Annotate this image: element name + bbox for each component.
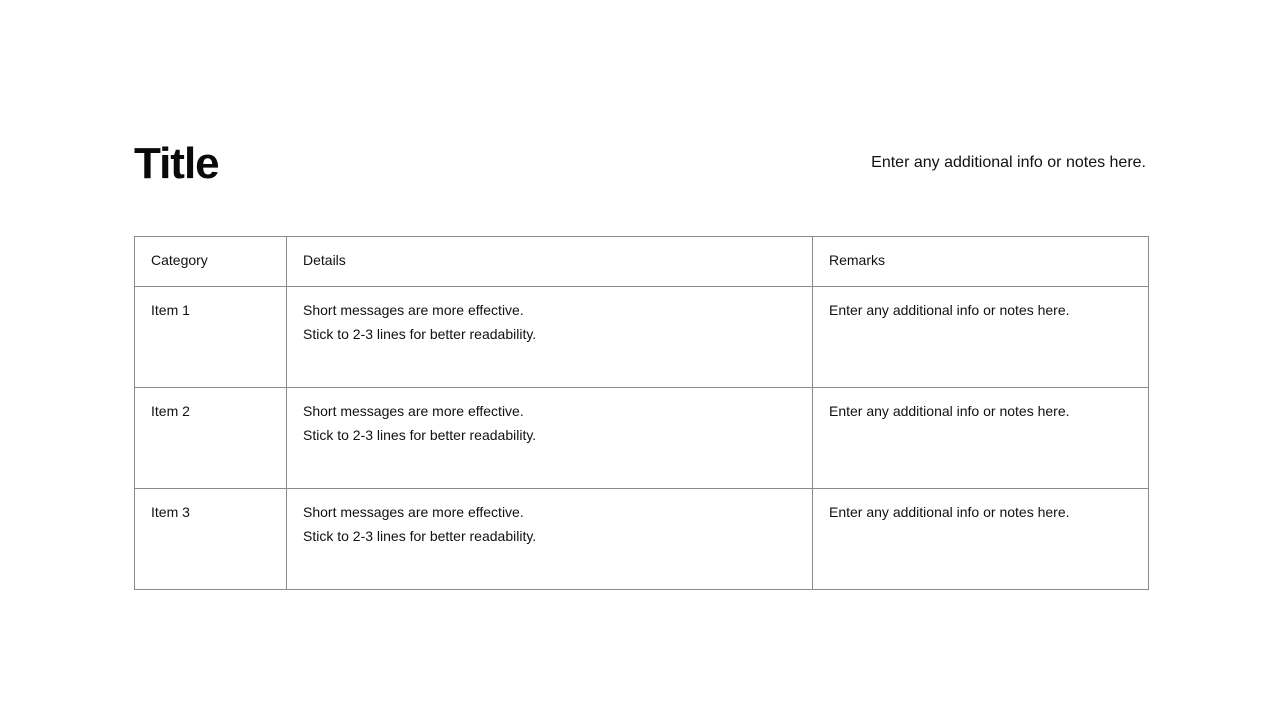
remarks-cell: Enter any additional info or notes here. bbox=[813, 287, 1149, 388]
remarks-cell: Enter any additional info or notes here. bbox=[813, 388, 1149, 489]
category-cell: Item 3 bbox=[135, 489, 287, 590]
category-cell: Item 1 bbox=[135, 287, 287, 388]
column-header-details: Details bbox=[287, 237, 813, 287]
details-cell bbox=[287, 388, 813, 489]
column-header-remarks: Remarks bbox=[813, 237, 1149, 287]
category-cell: Item 2 bbox=[135, 388, 287, 489]
data-table-container bbox=[134, 236, 1148, 590]
details-cell bbox=[287, 287, 813, 388]
page-title: Title bbox=[134, 139, 219, 188]
details-line: Stick to 2-3 lines for better readability. bbox=[303, 427, 537, 443]
table-row bbox=[135, 489, 1149, 590]
table-row bbox=[135, 388, 1149, 489]
remarks-cell: Enter any additional info or notes here. bbox=[813, 489, 1149, 590]
details-line: Short messages are more effective. bbox=[303, 302, 524, 318]
details-cell bbox=[287, 489, 813, 590]
table-header-row bbox=[135, 237, 1149, 287]
table-row bbox=[135, 287, 1149, 388]
details-line: Short messages are more effective. bbox=[303, 504, 524, 520]
details-line: Stick to 2-3 lines for better readability. bbox=[303, 528, 537, 544]
column-header-category: Category bbox=[135, 237, 287, 287]
data-table bbox=[134, 236, 1149, 590]
header-note: Enter any additional info or notes here. bbox=[871, 154, 1146, 171]
details-line: Short messages are more effective. bbox=[303, 403, 524, 419]
details-line: Stick to 2-3 lines for better readability. bbox=[303, 326, 537, 342]
